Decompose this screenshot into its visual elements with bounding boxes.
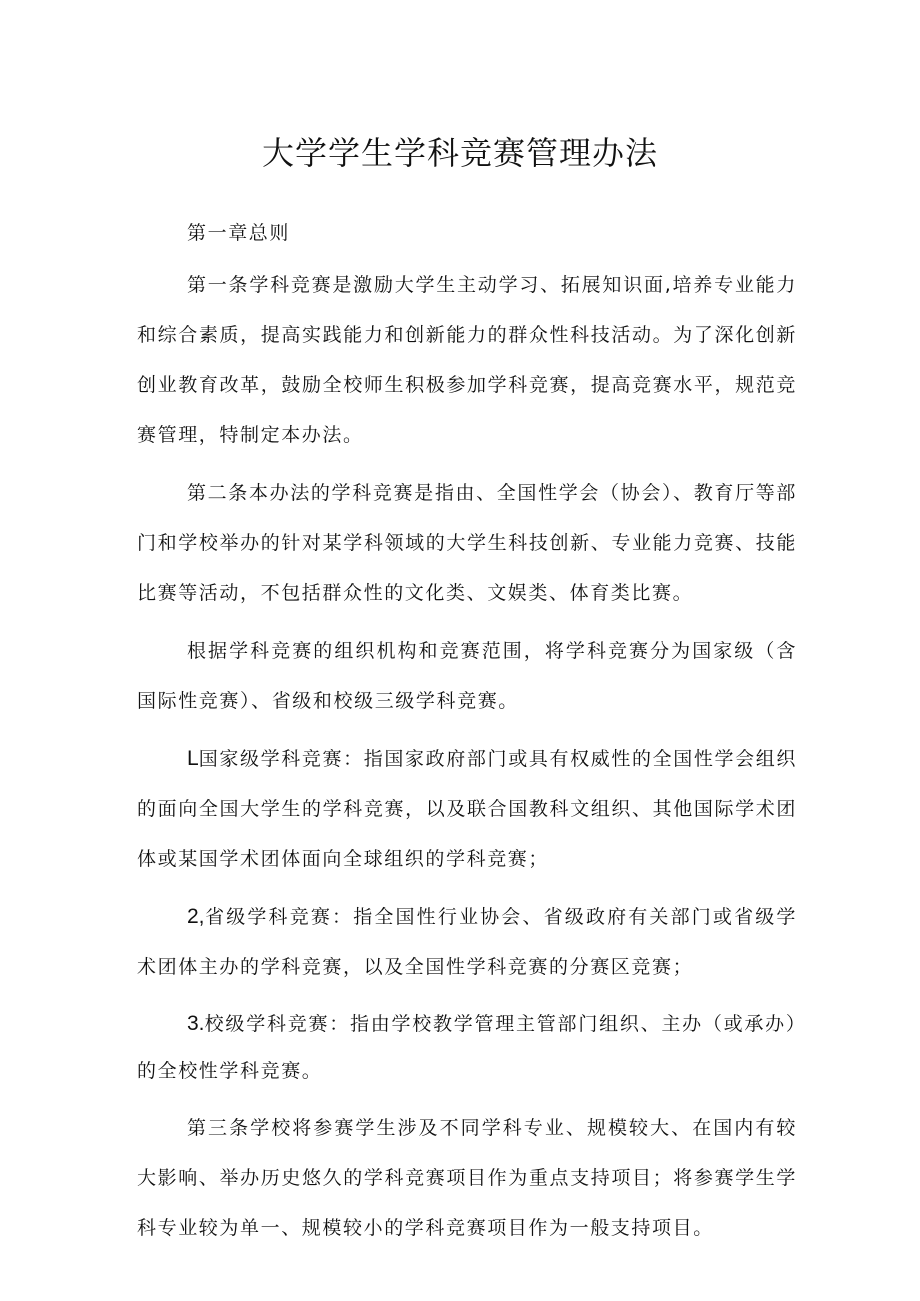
chapter-heading: 第一章总则	[187, 222, 291, 244]
list-marker-3: 3.	[187, 1012, 205, 1035]
competition-levels-intro: 根据学科竞赛的组织机构和竞赛范围，将学科竞赛分为国家级（含国际性竞赛）、省级和校级三级学科竞赛。	[137, 640, 797, 712]
list-item-national	[137, 734, 797, 884]
list-item-school	[137, 1000, 797, 1095]
article-1: 第一条学科竞赛是激励大学生主动学习、拓展知识面,培养专业能力和综合素质，提高实践能力和创新能力的群众性科技活动。为了深化创新创业教育改革，鼓励全校师生积极参加学科竞赛，提高竞赛水平，规范竞赛管理，特制定本办法。	[137, 274, 797, 446]
list-marker-2: 2,	[187, 905, 205, 928]
list-text-provincial: 省级学科竞赛：指全国性行业协会、省级政府有关部门或省级学术团体主办的学科竞赛，以及全国性学科竞赛的分赛区竞赛；	[137, 906, 797, 978]
list-text-school: 校级学科竞赛：指由学校教学管理主管部门组织、主办（或承办）的全校性学科竞赛。	[137, 1013, 797, 1082]
list-item-provincial	[137, 892, 797, 992]
article-3: 第三条学校将参赛学生涉及不同学科专业、规模较大、在国内有较大影响、举办历史悠久的学科竞赛项目作为重点支持项目；将参赛学生学科专业较为单一、规模较小的学科竞赛项目作为一般支持项目。	[137, 1117, 797, 1239]
document-title: 大学学生学科竞赛管理办法	[261, 134, 658, 172]
list-text-national: 国家级学科竞赛：指国家政府部门或具有权威性的全国性学会组织的面向全国大学生的学科竞赛，以及联合国教科文组织、其他国际学术团体或某国学术团体面向全球组织的学科竞赛；	[137, 748, 797, 870]
article-2: 第二条本办法的学科竞赛是指由、全国性学会（协会）、教育厅等部门和学校举办的针对某学科领域的大学生科技创新、专业能力竞赛、技能比赛等活动，不包括群众性的文化类、文娱类、体育类比赛。	[137, 482, 797, 604]
document-body	[137, 208, 797, 1261]
list-marker-1: L	[187, 747, 199, 770]
